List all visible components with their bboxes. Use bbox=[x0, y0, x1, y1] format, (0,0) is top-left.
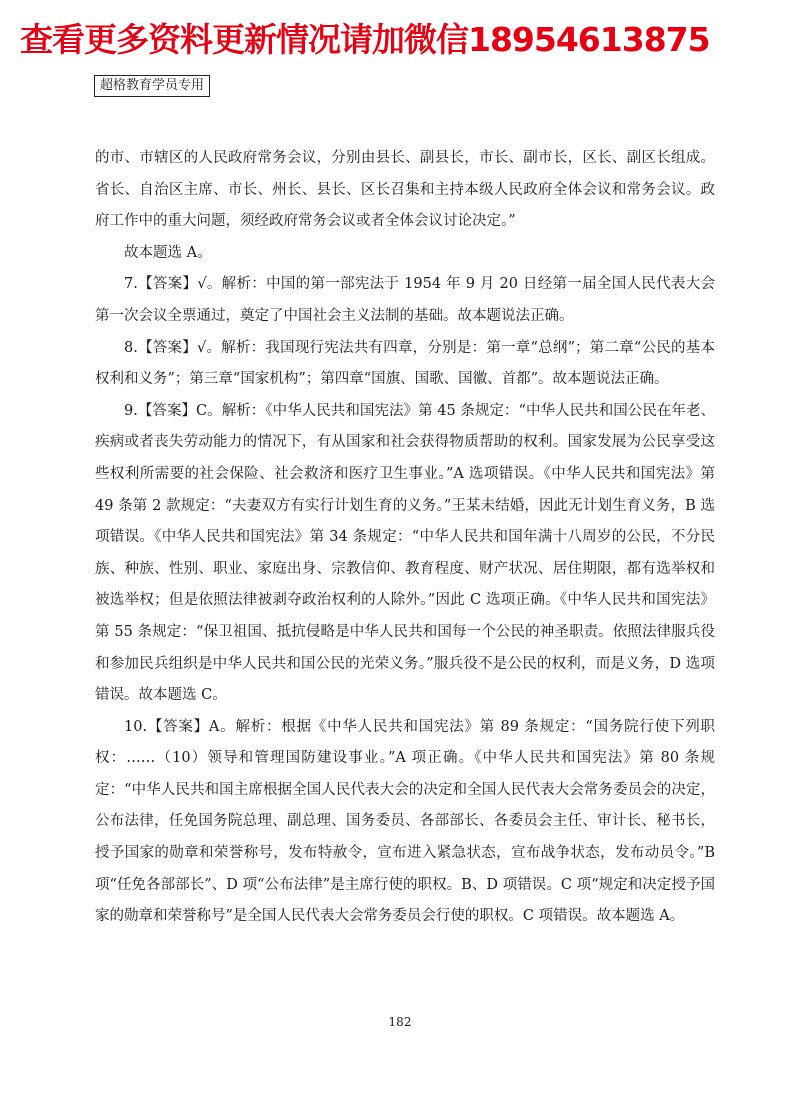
paragraph-conclusion-6: 故本题选 A。 bbox=[124, 244, 212, 261]
answer-7: 7.【答案】√。解析：中国的第一部宪法于 1954 年 9 月 20 日经第一届全国人民代表大会第一次会议全票通过，奠定了中国社会主义法制的基础。故本题说法正确。 bbox=[95, 276, 715, 324]
answer-10: 10.【答案】A。解析：根据《中华人民共和国宪法》第 89 条规定：“国务院行使下列职权：……（10）领导和管理国防建设事业。”A 项正确。《中华人民共和国宪法》第 80 条规定：“中华人民共和国主席根据全国人民代表大会的决定和全国人民代表大会常务委员会的决定，公布法律，任免国务院总理、副总理、国务委员、各部部长、各委员会主任、审计长、秘书长，授予国家的勋章和荣誉称号，发布特赦令，宣布进入紧急状态，宣布战争状态，发布动员令。”B 项“任免各部部长”、D 项“公布法律”是主席行使的职权。B、D 项错误。C 项“规定和决定授予国家的勋章和荣誉称号”是全国人民代表大会常务委员会行使的职权。C 项错误。故本题选 A。 bbox=[95, 718, 715, 925]
answer-9: 9.【答案】C。解析：《中华人民共和国宪法》第 45 条规定：“中华人民共和国公民在年老、疾病或者丧失劳动能力的情况下，有从国家和社会获得物质帮助的权利。国家发展为公民享受这些权利所需要的社会保险、社会救济和医疗卫生事业。”A 选项错误。《中华人民共和国宪法》第 49 条第 2 款规定：“夫妻双方有实行计划生育的义务。”王某未结婚，因此无计划生育义务，B 选项错误。《中华人民共和国宪法》第 34 条规定：“中华人民共和国年满十八周岁的公民，不分民族、种族、性别、职业、家庭出身、宗教信仰、教育程度、财产状况、居住期限，都有选举权和被选举权；但是依照法律被剥夺政治权利的人除外。”因此 C 选项正确。《中华人民共和国宪法》第 55 条规定：“保卫祖国、抵抗侵略是中华人民共和国每一个公民的神圣职责。依照法律服兵役和参加民兵组织是中华人民共和国公民的光荣义务。”服兵役不是公民的权利，而是义务，D 选项错误。故本题选 C。 bbox=[95, 402, 715, 704]
paragraph-continuation: 的市、市辖区的人民政府常务会议，分别由县长、副县长，市长、副市长，区长、副区长组成。省长、自治区主席、市长、州长、县长、区长召集和主持本级人民政府全体会议和常务会议。政府工作中的重大问题，须经政府常务会议或者全体会议讨论决定。” bbox=[95, 150, 715, 230]
answer-8: 8.【答案】√。解析：我国现行宪法共有四章，分别是：第一章“总纲”；第二章“公民的基本权利和义务”；第三章“国家机构”；第四章“国旗、国歌、国徽、首都”。故本题说法正确。 bbox=[95, 339, 715, 388]
contact-banner: 查看更多资料更新情况请加微信18954613875 bbox=[20, 20, 710, 59]
student-only-badge: 超格教育学员专用 bbox=[94, 75, 210, 97]
page-number: 182 bbox=[388, 1015, 412, 1029]
answer-explanations bbox=[95, 143, 715, 933]
